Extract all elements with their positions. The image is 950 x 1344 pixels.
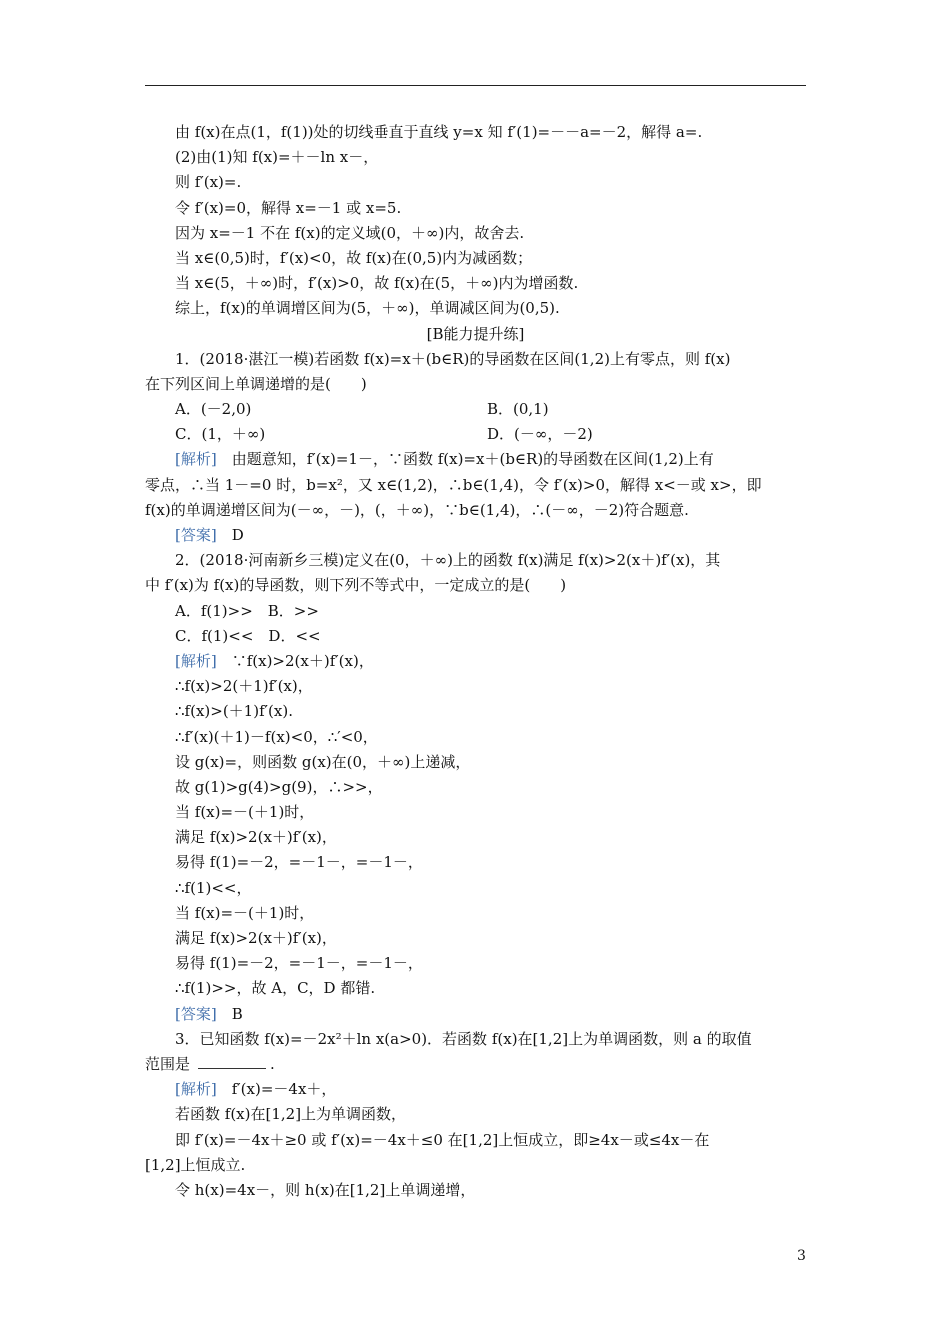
question-1-analysis-cont: f(x)的单调递增区间为(－∞，－)，(，＋∞)，∵b∈(1,4)，∴(－∞，－2)符合题意. xyxy=(145,500,689,519)
answer-tag: [答案] xyxy=(175,1004,217,1023)
analysis-line: 设 g(x)=，则函数 g(x)在(0，＋∞)上递减， xyxy=(175,752,471,771)
analysis-line: ∴f(1)>>，故 A，C，D 都错. xyxy=(175,979,376,998)
document-body xyxy=(145,120,806,1203)
analysis-tag: [解析] xyxy=(175,1080,217,1099)
answer-text: B xyxy=(216,1004,243,1023)
text-line: 当 x∈(5，＋∞)时，f′(x)>0，故 f(x)在(5，＋∞)内为增函数. xyxy=(175,274,579,293)
analysis-line: ∴f(x)>2(＋1)f′(x)， xyxy=(175,677,313,696)
text-line: (2)由(1)知 f(x)=＋－ln x－， xyxy=(175,148,379,167)
analysis-tag: [解析] xyxy=(175,651,217,670)
answer-text: D xyxy=(216,526,244,544)
analysis-line: ∴f′(x)(＋1)－f(x)<0，∴′<0， xyxy=(175,727,378,746)
option-a: A．(－2,0) xyxy=(175,400,252,419)
analysis-line: 若函数 f(x)在[1,2]上为单调函数， xyxy=(175,1105,407,1124)
question-3-stem: 3．已知函数 f(x)=－2x²＋ln x(a>0)．若函数 f(x)在[1,2]上为单调函数，则 a 的取值 xyxy=(175,1029,752,1048)
analysis-text: 由题意知，f′(x)=1－，∵函数 f(x)=x＋(b∈R)的导函数在区间(1,2)上有 xyxy=(216,450,714,469)
question-3-stem-cont xyxy=(145,1052,806,1077)
analysis-line: ∴f(x)>(＋1)f′(x). xyxy=(175,702,293,721)
question-1-options-row-1 xyxy=(145,397,806,422)
analysis-line: 即 f′(x)=－4x＋≥0 或 f′(x)=－4x＋≤0 在[1,2]上恒成立，即≥4x－或≤4x－在 xyxy=(175,1130,710,1149)
question-3-analysis xyxy=(145,1077,806,1102)
question-1-options-row-2 xyxy=(145,422,806,447)
option-c: C．(1，＋∞) xyxy=(175,425,266,444)
text-line: 则 f′(x)=. xyxy=(175,173,242,192)
question-1-stem: 1．(2018·湛江一模)若函数 f(x)=x＋(b∈R)的导函数在区间(1,2)上有零点，则 f(x) xyxy=(175,349,731,368)
analysis-line: 满足 f(x)>2(x＋)f′(x)， xyxy=(175,929,337,947)
question-2-stem: 2．(2018·河南新乡三模)定义在(0，＋∞)上的函数 f(x)满足 f(x)>2(x＋)f′(x)，其 xyxy=(175,551,721,570)
analysis-line: 令 h(x)=4x－，则 h(x)在[1,2]上单调递增， xyxy=(175,1180,476,1199)
analysis-line: 故 g(1)>g(4)>g(9)，∴>>， xyxy=(175,777,383,796)
text-line: 综上，f(x)的单调增区间为(5，＋∞)，单调减区间为(0,5). xyxy=(175,299,560,318)
text-line: 令 f′(x)=0，解得 x=－1 或 x=5. xyxy=(175,198,402,217)
analysis-line: 当 f(x)=－(＋1)时， xyxy=(175,803,315,822)
question-2-options-cd: C．f(1)<< D．<< xyxy=(175,626,321,645)
question-2-analysis xyxy=(145,649,806,674)
analysis-text: f′(x)=－4x＋， xyxy=(216,1080,337,1099)
question-2-answer xyxy=(145,1002,806,1027)
question-1-stem-cont: 在下列区间上单调递增的是( ) xyxy=(145,374,367,393)
text-line: 当 x∈(0,5)时，f′(x)<0，故 f(x)在(0,5)内为减函数； xyxy=(175,248,533,267)
stem-text: 范围是 xyxy=(145,1054,191,1073)
analysis-line: 易得 f(1)=－2，=－1－，=－1－， xyxy=(175,954,423,973)
question-1-answer xyxy=(145,523,806,548)
question-1-analysis xyxy=(145,447,806,472)
header-rule xyxy=(145,85,806,86)
stem-text-end: . xyxy=(270,1054,275,1073)
analysis-line: 满足 f(x)>2(x＋)f′(x)， xyxy=(175,828,337,847)
analysis-line-cont: [1,2]上恒成立. xyxy=(145,1155,246,1174)
analysis-line: 当 f(x)=－(＋1)时， xyxy=(175,903,315,922)
option-d: D．(－∞，－2) xyxy=(487,425,593,444)
question-1-analysis-cont: 零点，∴当 1－=0 时，b=x²，又 x∈(1,2)，∴b∈(1,4)，令 f′(x)>0，解得 x<－或 x>，即 xyxy=(145,475,762,494)
analysis-line: ∴f(1)<<， xyxy=(175,878,252,897)
question-2-options-ab: A．f(1)>> B．>> xyxy=(175,601,319,620)
answer-tag: [答案] xyxy=(175,526,217,544)
answer-blank xyxy=(198,1054,266,1069)
analysis-line: 易得 f(1)=－2，=－1－，=－1－， xyxy=(175,853,423,872)
text-line: 因为 x=－1 不在 f(x)的定义域(0，＋∞)内，故舍去. xyxy=(175,223,525,242)
section-title: [B能力提升练] xyxy=(426,324,525,343)
page-number: 3 xyxy=(797,1248,806,1264)
question-2-stem-cont: 中 f′(x)为 f(x)的导函数，则下列不等式中，一定成立的是( ) xyxy=(145,576,567,595)
option-b: B．(0,1) xyxy=(487,400,549,419)
analysis-text: ∵f(x)>2(x＋)f′(x)， xyxy=(216,651,374,670)
analysis-tag: [解析] xyxy=(175,450,217,469)
text-line: 由 f(x)在点(1，f(1))处的切线垂直于直线 y=x 知 f′(1)=－－a=－2，解得 a=. xyxy=(175,123,703,141)
